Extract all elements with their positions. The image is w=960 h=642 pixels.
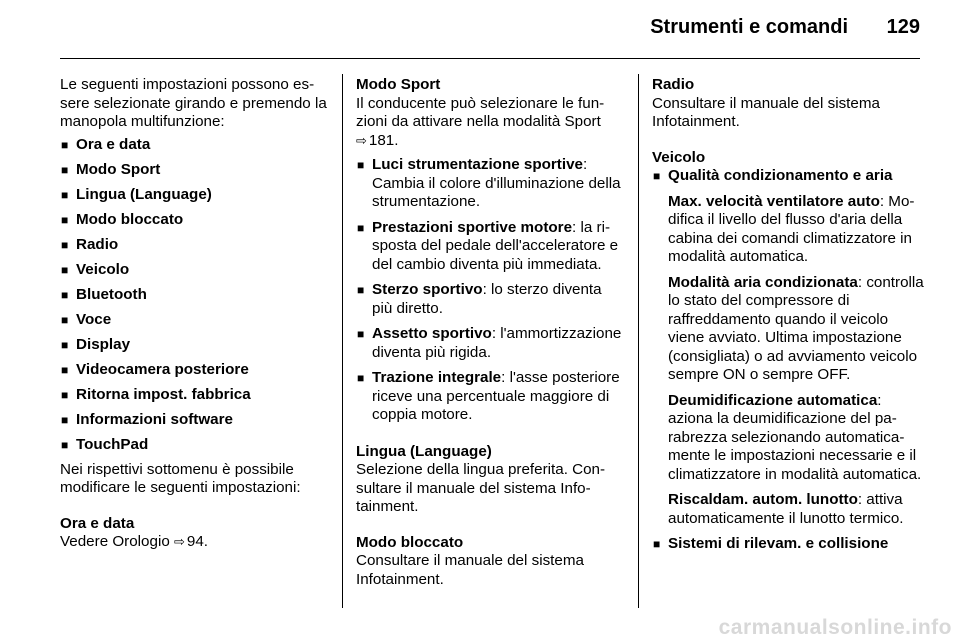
column-2 — [356, 76, 624, 589]
list-item: ■ Radio — [60, 236, 328, 255]
ora-text — [60, 533, 328, 552]
term: Modalità aria condizionata — [668, 273, 858, 291]
lingua-text: Selezione della lingua preferita. Consultare il manuale del sistema Infotainment. — [356, 461, 606, 515]
settings-menu-list — [60, 136, 328, 455]
list-item: ■ Display — [60, 336, 328, 355]
list-item: ■ Videocamera posteriore — [60, 361, 328, 380]
description: : aziona la deumidificazione del parabrezza selezionando automaticamente le impostazioni necessarie e il climatizzatore in modalità automatica. — [668, 391, 922, 483]
sub-item — [668, 491, 924, 528]
section-heading-sport: Modo Sport — [356, 76, 441, 93]
ora-body: Vedere Orologio — [60, 533, 170, 550]
description: : Modifica il livello del flusso d'aria della cabina dei comandi climatizzatore in modalità automatica. — [668, 192, 915, 265]
list-item: ■ Veicolo — [60, 261, 328, 280]
section-heading-bloccato: Modo bloccato — [356, 533, 464, 551]
sport-body: Il conducente può selezionare le funzioni da attivare nella modalità Sport — [356, 94, 605, 130]
description: : la risposta del pedale dell'acceleratore e del cambio diventa più immediata. — [372, 218, 619, 273]
description: : attiva automaticamente il lunotto termico. — [668, 491, 904, 527]
cross-reference-arrow-icon: ⇨ — [356, 132, 367, 148]
term: Luci strumentazione sportive — [372, 156, 583, 173]
description: : l'ammortizzazione diventa più rigida. — [372, 325, 622, 361]
cross-reference-page[interactable]: 181. — [368, 131, 399, 149]
section-heading-lingua: Lingua (Language) — [356, 442, 492, 460]
term: Max. velocità ventilatore auto — [668, 192, 880, 210]
intro-text: Le seguenti impostazioni possono essere selezionate girando e premendo la manopola multifunzione: — [60, 76, 327, 130]
header-title: Strumenti e comandi — [650, 16, 848, 38]
cross-reference-page[interactable]: 94. — [186, 533, 209, 550]
column-divider-1 — [342, 74, 343, 608]
section-heading-radio: Radio — [652, 76, 695, 93]
submenu-intro-text: Nei rispettivi sottomenu è possibile modificare le seguenti impostazioni: — [60, 460, 301, 496]
list-item — [356, 156, 624, 212]
column-3 — [652, 76, 924, 561]
list-item: ■ Ora e data — [60, 136, 328, 155]
bloccato-text: Consultare il manuale del sistema Infotainment. — [356, 552, 584, 588]
list-item — [356, 281, 624, 318]
list-item: ■ Bluetooth — [60, 286, 328, 305]
description: : l'asse posteriore riceve una percentuale maggiore di coppia motore. — [372, 369, 620, 423]
list-item — [356, 219, 624, 275]
list-item — [356, 325, 624, 362]
term: Deumidificazione automatica — [668, 391, 878, 409]
watermark: carmanualsonline.info — [718, 616, 952, 639]
list-item: ■ Ritorna impost. fabbrica — [60, 386, 328, 405]
term: Riscaldam. autom. lunotto — [668, 491, 858, 508]
term: Trazione integrale — [372, 369, 502, 386]
section-heading-ora: Ora e data — [60, 514, 135, 532]
list-item: ■ Modo bloccato — [60, 211, 328, 230]
sub-item — [668, 193, 924, 267]
sub-item — [668, 392, 924, 485]
column-1 — [60, 76, 328, 552]
term: Assetto sportivo — [372, 325, 492, 342]
sport-text — [356, 95, 624, 151]
list-item: ■ Sistemi di rilevam. e collisione — [652, 535, 924, 554]
list-item: ■ Lingua (Language) — [60, 186, 328, 205]
list-item: ■ Informazioni software — [60, 411, 328, 430]
term: Prestazioni sportive motore — [372, 218, 573, 236]
section-heading-veicolo: Veicolo — [652, 148, 706, 166]
description: : controlla lo stato del compressore di raffreddamento quando il veicolo viene avviato. Ultima impostazione (consigliata) o ad avviamento veicolo sempre ON o sempre OFF. — [668, 273, 924, 383]
list-item: ■ TouchPad — [60, 436, 328, 455]
sub-item — [668, 274, 924, 385]
page-number: 129 — [886, 16, 920, 38]
sport-options-list — [356, 156, 624, 425]
header-rule — [60, 58, 920, 59]
list-item — [652, 167, 924, 528]
cross-reference-arrow-icon: ⇨ — [174, 534, 185, 549]
item-title: ■ Qualità condizionamento e aria — [668, 167, 893, 184]
description: : lo sterzo diventa più diretto. — [372, 281, 602, 317]
description: : Cambia il colore d'illuminazione della strumentazione. — [372, 156, 621, 210]
term: Sterzo sportivo — [372, 281, 483, 298]
column-divider-2 — [638, 74, 639, 608]
veicolo-list — [652, 167, 924, 554]
list-item: ■ Voce — [60, 311, 328, 330]
list-item — [356, 369, 624, 425]
list-item: ■ Modo Sport — [60, 161, 328, 180]
radio-text: Consultare il manuale del sistema Infotainment. — [652, 94, 880, 130]
